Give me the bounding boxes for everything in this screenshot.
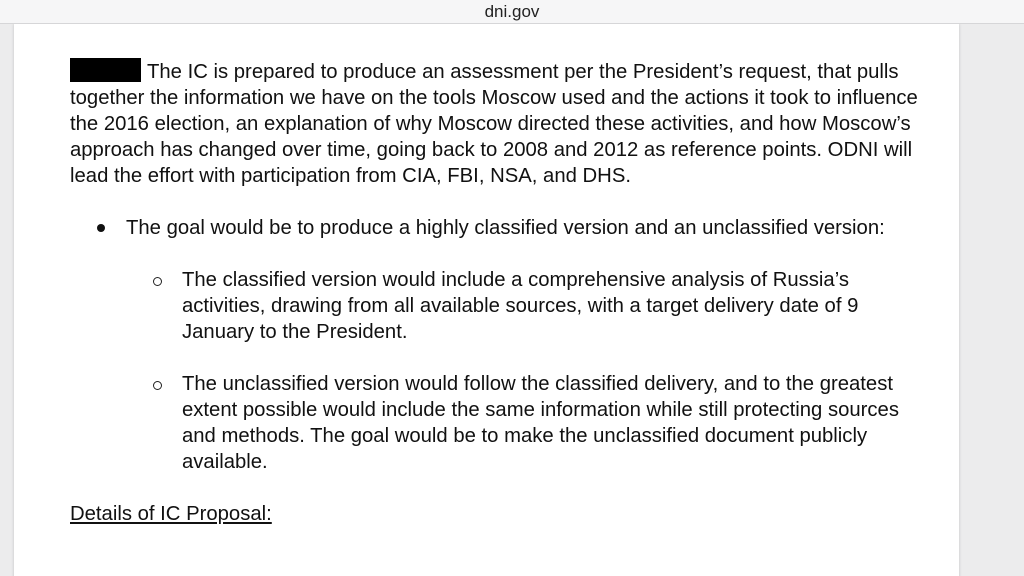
address-bar[interactable] <box>0 0 1024 24</box>
bullet-text: The goal would be to produce a highly classified version and an unclassified version: <box>126 217 885 239</box>
filled-bullet-icon <box>97 224 105 232</box>
bullet-item <box>70 215 920 241</box>
sub-bullet-item-unclassified <box>70 371 920 475</box>
hollow-bullet-icon <box>153 277 162 286</box>
hollow-bullet-icon <box>153 381 162 390</box>
document-page <box>14 24 959 576</box>
sub-bullet-text: The unclassified version would follow the classified delivery, and to the greatest extent possible would include the same information while still protecting sources and methods. The goal would be to make the unclassified document publicly available. <box>182 373 899 473</box>
redaction-block <box>70 58 141 82</box>
sub-bullet-text: The classified version would include a comprehensive analysis of Russia’s activities, drawing from all available sources, with a target delivery date of 9 January to the President. <box>182 269 859 343</box>
url-domain[interactable]: dni.gov <box>484 2 540 21</box>
intro-paragraph-text: The IC is prepared to produce an assessment per the President’s request, that pulls together the information we have on the tools Moscow used and the actions it took to influence the 2016 election, an explanation of why Moscow directed these activities, and how Moscow’s approach has changed over time, going back to 2008 and 2012 as reference points. ODNI will lead the effort with participation from CIA, FBI, NSA, and DHS. <box>70 61 918 187</box>
document-body <box>70 58 920 527</box>
document-viewport <box>0 24 1024 576</box>
intro-paragraph <box>70 58 920 189</box>
section-heading: Details of IC Proposal: <box>70 503 272 525</box>
sub-bullet-item-classified <box>70 267 920 345</box>
